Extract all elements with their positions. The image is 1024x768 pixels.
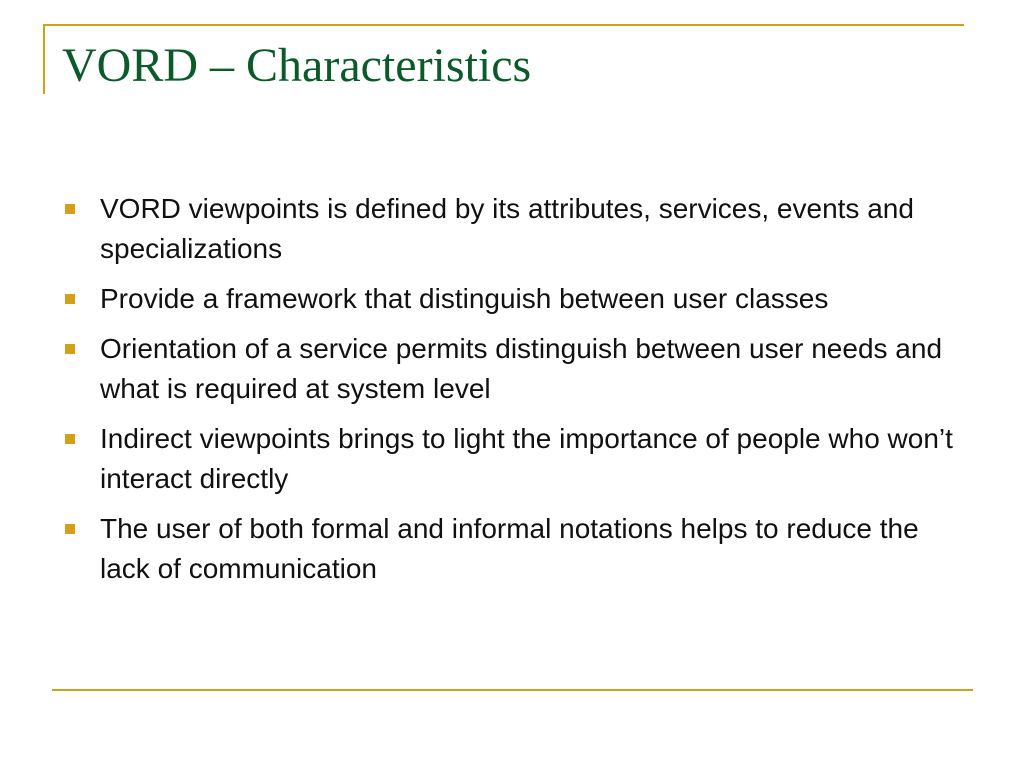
bullet-item — [62, 329, 972, 409]
footer-rule — [52, 689, 973, 691]
bullet-list — [62, 189, 972, 599]
title-left-rule — [43, 24, 45, 94]
bullet-text: VORD viewpoints is defined by its attributes, services, events and specializations — [100, 193, 914, 264]
bullet-item — [62, 509, 972, 589]
bullet-text: Provide a framework that distinguish between user classes — [100, 283, 829, 314]
bullet-item — [62, 189, 972, 269]
square-bullet-icon — [65, 434, 75, 444]
square-bullet-icon — [65, 204, 75, 214]
bullet-item — [62, 419, 972, 499]
square-bullet-icon — [65, 524, 75, 534]
bullet-text: Orientation of a service permits distinguish between user needs and what is required at system level — [100, 333, 943, 404]
bullet-item — [62, 279, 972, 319]
title-top-rule — [43, 24, 964, 26]
bullet-text: Indirect viewpoints brings to light the importance of people who won’t interact directly — [100, 423, 953, 494]
square-bullet-icon — [65, 294, 75, 304]
bullet-text: The user of both formal and informal notations helps to reduce the lack of communication — [100, 513, 919, 584]
slide-title: VORD – Characteristics — [62, 39, 532, 92]
square-bullet-icon — [65, 344, 75, 354]
